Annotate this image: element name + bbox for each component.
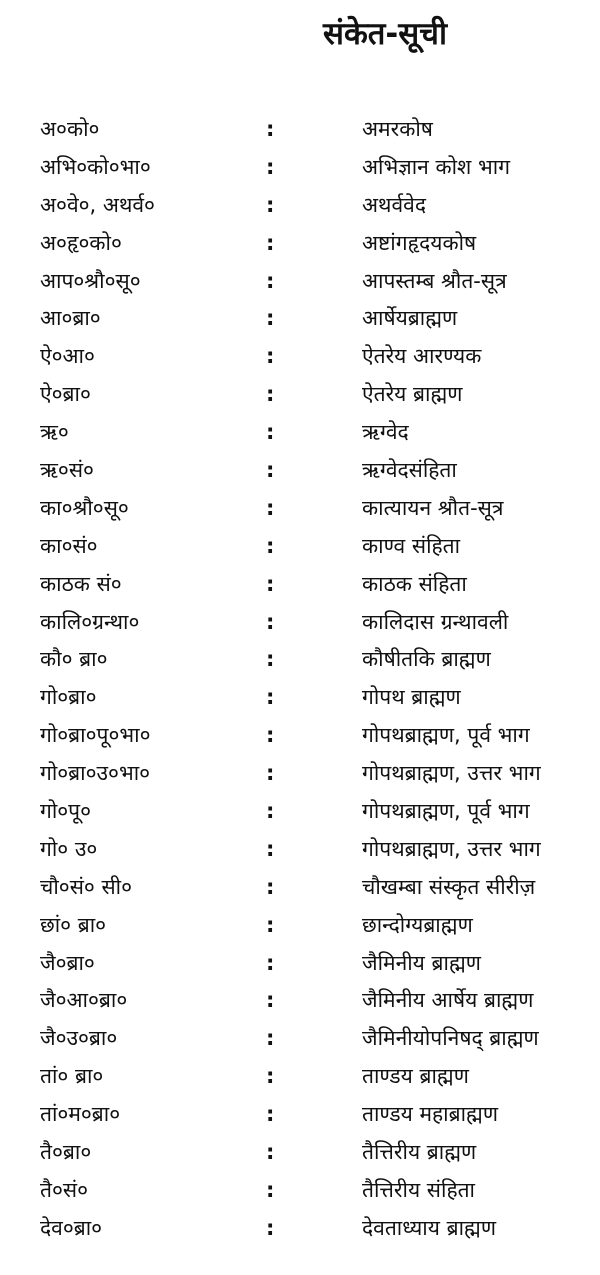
- full-form: गोपथब्राह्मण, उत्तर भाग: [362, 836, 541, 861]
- separator-colon: :: [266, 1064, 275, 1089]
- abbreviation: ऋ०सं०: [40, 458, 94, 483]
- abbreviation-row: [0, 831, 600, 869]
- abbreviation-row: [0, 187, 600, 225]
- abbreviation: गो०ब्रा०: [40, 685, 97, 710]
- abbreviation-row: [0, 755, 600, 793]
- separator-colon: :: [266, 382, 275, 407]
- full-form: तैत्तिरीय ब्राह्मण: [362, 1140, 477, 1165]
- separator-colon: :: [266, 647, 275, 672]
- abbreviation-row: [0, 414, 600, 452]
- separator-colon: :: [266, 1026, 275, 1051]
- full-form: अष्टांगहृदयकोष: [362, 230, 477, 255]
- abbreviation-row: [0, 338, 600, 376]
- abbreviation: गो० उ०: [40, 836, 98, 861]
- abbreviation-row: [0, 1210, 600, 1248]
- full-form: आर्षेयब्राह्मण: [362, 306, 458, 331]
- full-form: चौखम्बा संस्कृत सीरीज़: [362, 874, 536, 899]
- full-form: अमरकोष: [362, 117, 433, 141]
- abbreviation: का०श्रौ०सू०: [40, 495, 129, 520]
- separator-colon: :: [266, 230, 275, 255]
- abbreviation-row: [0, 1020, 600, 1058]
- abbreviation-row: [0, 263, 600, 301]
- separator-colon: :: [266, 950, 275, 975]
- abbreviation-row: [0, 604, 600, 642]
- separator-colon: :: [266, 420, 275, 445]
- separator-colon: :: [266, 571, 275, 596]
- abbreviation: काठक सं०: [40, 571, 122, 596]
- abbreviation: गो०पू०: [40, 799, 92, 824]
- separator-colon: :: [266, 1102, 275, 1127]
- abbreviation-row: [0, 149, 600, 187]
- separator-colon: :: [266, 117, 275, 141]
- abbreviation: गो०ब्रा०उ०भा०: [40, 761, 151, 786]
- abbreviation: जै०आ०ब्रा०: [40, 988, 128, 1013]
- separator-colon: :: [266, 306, 275, 331]
- full-form: कात्यायन श्रौत-सूत्र: [362, 495, 504, 520]
- separator-colon: :: [266, 685, 275, 710]
- abbreviation: जै०ब्रा०: [40, 950, 95, 975]
- separator-colon: :: [266, 912, 275, 937]
- abbreviation: का०सं०: [40, 533, 98, 558]
- abbreviation-row: [0, 566, 600, 604]
- abbreviation: अ०को०: [40, 117, 100, 141]
- separator-colon: :: [266, 836, 275, 861]
- abbreviation-row: [0, 1172, 600, 1210]
- full-form: गोपथ ब्राह्मण: [362, 685, 461, 710]
- full-form: अभिज्ञान कोश भाग: [362, 154, 511, 179]
- separator-colon: :: [266, 988, 275, 1013]
- abbreviation-row: [0, 907, 600, 945]
- full-form: ऋग्वेदसंहिता: [362, 458, 457, 483]
- separator-colon: :: [266, 533, 275, 558]
- separator-colon: :: [266, 458, 275, 483]
- full-form: छान्दोग्यब्राह्मण: [362, 912, 473, 937]
- abbreviation: तै०सं०: [40, 1177, 89, 1202]
- full-form: कालिदास ग्रन्थावली: [362, 609, 509, 634]
- abbreviation-row: [0, 490, 600, 528]
- abbreviation: तै०ब्रा०: [40, 1140, 92, 1165]
- separator-colon: :: [266, 192, 275, 217]
- abbreviation: ऐ०आ०: [40, 344, 95, 369]
- full-form: जैमिनीयोपनिषद् ब्राह्मण: [362, 1026, 539, 1051]
- abbreviation: ऐ०ब्रा०: [40, 382, 91, 407]
- full-form: तैत्तिरीय संहिता: [362, 1177, 475, 1202]
- abbreviation: आप०श्रौ०सू०: [40, 268, 141, 293]
- abbreviation: छां० ब्रा०: [40, 912, 107, 937]
- separator-colon: :: [266, 723, 275, 748]
- abbreviation: ऋ०: [40, 420, 69, 445]
- full-form: ताण्डय महाब्राह्मण: [362, 1102, 499, 1127]
- abbreviation: तां०म०ब्रा०: [40, 1102, 121, 1127]
- separator-colon: :: [266, 761, 275, 786]
- abbreviation: चौ०सं० सी०: [40, 874, 133, 899]
- full-form: अथर्ववेद: [362, 192, 426, 217]
- abbreviation: तां० ब्रा०: [40, 1064, 104, 1089]
- abbreviation-row: [0, 717, 600, 755]
- separator-colon: :: [266, 268, 275, 293]
- full-form: देवताध्याय ब्राह्मण: [362, 1215, 497, 1240]
- abbreviation: आ०ब्रा०: [40, 306, 101, 331]
- abbreviation-row: [0, 225, 600, 263]
- abbreviation: कौ० ब्रा०: [40, 647, 108, 672]
- abbreviation: देव०ब्रा०: [40, 1215, 103, 1240]
- abbreviation: जै०उ०ब्रा०: [40, 1026, 118, 1051]
- separator-colon: :: [266, 1140, 275, 1165]
- separator-colon: :: [266, 799, 275, 824]
- abbreviation-list: [0, 111, 600, 1248]
- abbreviation-row: [0, 1058, 600, 1096]
- abbreviation: अभि०को०भा०: [40, 154, 151, 179]
- abbreviation-row: [0, 452, 600, 490]
- separator-colon: :: [266, 154, 275, 179]
- full-form: ऐतरेय आरण्यक: [362, 344, 482, 369]
- abbreviation-row: [0, 793, 600, 831]
- separator-colon: :: [266, 874, 275, 899]
- full-form: काण्व संहिता: [362, 533, 461, 558]
- abbreviation-row: [0, 869, 600, 907]
- page-title: संकेत-सूची: [323, 16, 447, 52]
- full-form: गोपथब्राह्मण, पूर्व भाग: [362, 799, 530, 824]
- abbreviation-row: [0, 945, 600, 983]
- full-form: जैमिनीय ब्राह्मण: [362, 950, 481, 975]
- full-form: ताण्डय ब्राह्मण: [362, 1064, 469, 1089]
- separator-colon: :: [266, 609, 275, 634]
- full-form: ऐतरेय ब्राह्मण: [362, 382, 463, 407]
- abbreviation: कालि०ग्रन्था०: [40, 609, 140, 634]
- abbreviation-row: [0, 111, 600, 149]
- separator-colon: :: [266, 495, 275, 520]
- separator-colon: :: [266, 344, 275, 369]
- abbreviation: गो०ब्रा०पू०भा०: [40, 723, 151, 748]
- abbreviation-row: [0, 376, 600, 414]
- full-form: गोपथब्राह्मण, उत्तर भाग: [362, 761, 541, 786]
- abbreviation: अ०वे०, अथर्व०: [40, 192, 155, 217]
- full-form: कौषीतकि ब्राह्मण: [362, 647, 491, 672]
- abbreviation-row: [0, 1096, 600, 1134]
- abbreviation-row: [0, 528, 600, 566]
- full-form: ऋग्वेद: [362, 420, 409, 445]
- abbreviation: अ०हृ०को०: [40, 230, 122, 255]
- separator-colon: :: [266, 1177, 275, 1202]
- full-form: गोपथब्राह्मण, पूर्व भाग: [362, 723, 530, 748]
- abbreviation-row: [0, 300, 600, 338]
- separator-colon: :: [266, 1215, 275, 1240]
- full-form: काठक संहिता: [362, 571, 467, 596]
- full-form: जैमिनीय आर्षेय ब्राह्मण: [362, 988, 534, 1013]
- abbreviation-row: [0, 1134, 600, 1172]
- abbreviation-row: [0, 679, 600, 717]
- full-form: आपस्तम्ब श्रौत-सूत्र: [362, 268, 507, 293]
- abbreviation-row: [0, 982, 600, 1020]
- abbreviation-row: [0, 641, 600, 679]
